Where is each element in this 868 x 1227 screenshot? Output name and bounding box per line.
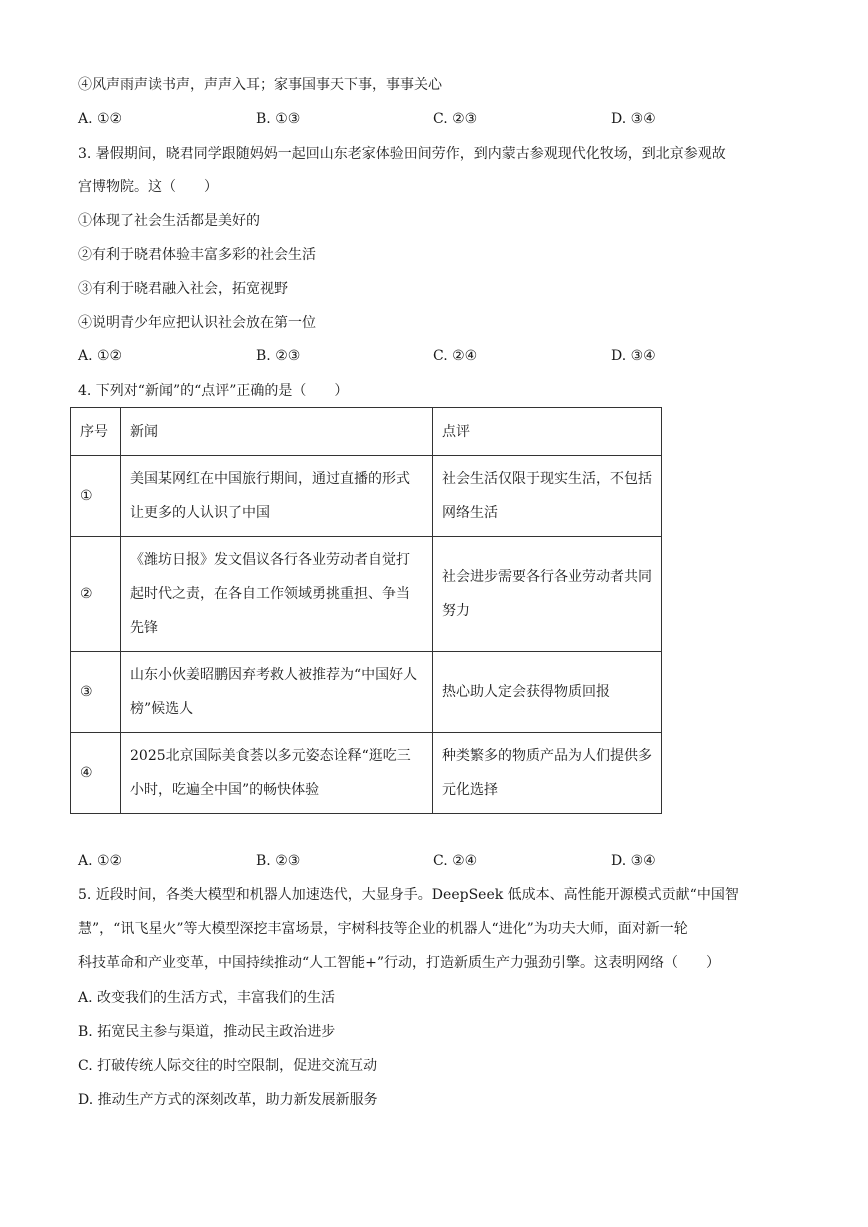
row-news: 2025北京国际美食荟以多元姿态诠释“逛吃三小时，吃遍全中国”的畅快体验 <box>121 733 433 814</box>
q3-stem-line-1: 3. 暑假期间，晓君同学跟随妈妈一起回山东老家体验田间劳作，到内蒙古参观现代化牧场，到北京参观故 <box>78 146 726 162</box>
row-comment: 热心助人定会获得物质回报 <box>433 652 662 733</box>
q3-option-b: B. ②③ <box>256 348 301 364</box>
header-index: 序号 <box>71 408 121 456</box>
row-index: ④ <box>71 733 121 814</box>
row-index: ③ <box>71 652 121 733</box>
q2-item-4: ④风声雨声读书声，声声入耳；家事国事天下事，事事关心 <box>78 77 442 93</box>
q5-stem-line-1: 5. 近段时间，各类大模型和机器人加速迭代，大显身手。DeepSeek 低成本、高性能开源模式贡献“中国智 <box>78 887 739 903</box>
table-row <box>71 537 662 652</box>
row-comment: 社会进步需要各行各业劳动者共同努力 <box>433 537 662 652</box>
q3-item-4: ④说明青少年应把认识社会放在第一位 <box>78 315 316 331</box>
q5-choice-b: B. 拓宽民主参与渠道，推动民主政治进步 <box>78 1024 336 1040</box>
q2-options <box>78 109 698 129</box>
q3-option-d: D. ③④ <box>611 348 656 364</box>
header-comment: 点评 <box>433 408 662 456</box>
q3-item-1: ①体现了社会生活都是美好的 <box>78 213 260 229</box>
row-comment: 社会生活仅限于现实生活，不包括网络生活 <box>433 456 662 537</box>
table-row <box>71 652 662 733</box>
news-table <box>70 407 662 814</box>
table-row <box>71 733 662 814</box>
q4-option-d: D. ③④ <box>611 853 656 869</box>
q5-choice-a: A. 改变我们的生活方式，丰富我们的生活 <box>78 990 336 1006</box>
q3-option-c: C. ②④ <box>433 348 478 364</box>
q4-option-c: C. ②④ <box>433 853 478 869</box>
q4-option-b: B. ②③ <box>256 853 301 869</box>
q5-choice-d: D. 推动生产方式的深刻改革，助力新发展新服务 <box>78 1092 378 1108</box>
q5-stem-line-2: 慧”，“讯飞星火”等大模型深挖丰富场景，宇树科技等企业的机器人“进化”为功夫大师，面对新一轮 <box>78 921 688 937</box>
q2-option-d: D. ③④ <box>611 111 656 127</box>
row-index: ① <box>71 456 121 537</box>
table-row <box>71 456 662 537</box>
header-news: 新闻 <box>121 408 433 456</box>
q4-stem: 4. 下列对“新闻”的“点评”正确的是（ ） <box>78 383 349 399</box>
q3-options <box>78 346 698 366</box>
q5-stem-line-3: 科技革命和产业变革，中国持续推动“人工智能+”行动，打造新质生产力强劲引擎。这表明网络（ ） <box>78 955 721 971</box>
row-news: 《潍坊日报》发文倡议各行各业劳动者自觉打起时代之责，在各自工作领域勇挑重担、争当先锋 <box>121 537 433 652</box>
row-news: 美国某网红在中国旅行期间，通过直播的形式让更多的人认识了中国 <box>121 456 433 537</box>
q3-stem-line-2: 宫博物院。这（ ） <box>78 179 218 195</box>
q2-option-b: B. ①③ <box>256 111 301 127</box>
row-news: 山东小伙姜昭鹏因弃考救人被推荐为“中国好人榜”候选人 <box>121 652 433 733</box>
q2-option-c: C. ②③ <box>433 111 478 127</box>
q3-item-2: ②有利于晓君体验丰富多彩的社会生活 <box>78 247 316 263</box>
q4-option-a: A. ①② <box>78 853 123 869</box>
q5-choice-c: C. 打破传统人际交往的时空限制，促进交流互动 <box>78 1058 378 1074</box>
q4-options <box>78 851 698 871</box>
q3-item-3: ③有利于晓君融入社会，拓宽视野 <box>78 281 288 297</box>
row-comment: 种类繁多的物质产品为人们提供多元化选择 <box>433 733 662 814</box>
table-header-row <box>71 408 662 456</box>
q2-option-a: A. ①② <box>78 111 123 127</box>
q3-option-a: A. ①② <box>78 348 123 364</box>
row-index: ② <box>71 537 121 652</box>
